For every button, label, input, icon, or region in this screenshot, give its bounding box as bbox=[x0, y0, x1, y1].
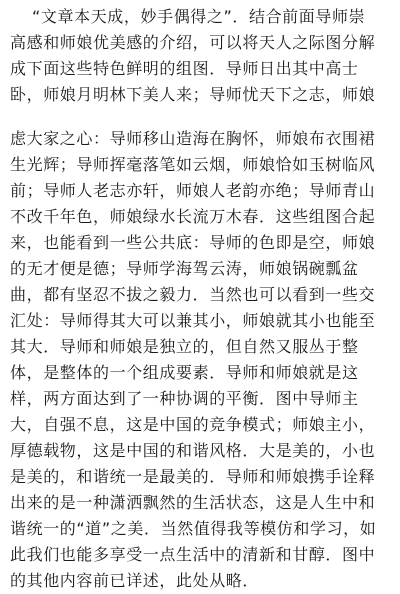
text-line: 的其他内容前已详述，此处从略． bbox=[10, 571, 260, 590]
text-line: 曲，都有坚忍不拔之毅力．当然也可以看到一些交 bbox=[10, 285, 376, 304]
text-line: 的无才便是德；导师学海驾云涛，师娘锅碗瓢盆 bbox=[10, 259, 359, 278]
text-line: 体，是整体的一个组成要素．导师和师娘就是这 bbox=[10, 363, 359, 382]
text-line: 生光辉；导师挥毫落笔如云烟，师娘恰如玉树临风 bbox=[10, 155, 376, 174]
text-line: 卧，师娘月明林下美人来；导师忧天下之志，师娘 bbox=[10, 85, 376, 104]
text-line: 虑大家之心：导师移山造海在胸怀，师娘布衣围裙 bbox=[10, 129, 376, 148]
text-line: 不改千年色，师娘绿水长流万木春．这些组图合起 bbox=[10, 207, 376, 226]
text-line: “文章本天成，妙手偶得之”．结合前面导师崇 bbox=[32, 7, 366, 26]
text-line: 成下面这些特色鲜明的组图．导师日出其中高士 bbox=[10, 59, 359, 78]
text-line: 来，也能看到一些公共底：导师的色即是空，师娘 bbox=[10, 233, 376, 252]
text-line: 谐统一的“道”之美．当然值得我等模仿和学习，如 bbox=[10, 519, 377, 538]
text-line: 大，自强不息，这是中国的竞争模式；师娘主小， bbox=[10, 415, 376, 434]
paragraph-top bbox=[10, 4, 394, 108]
text-line: 厚德载物，这是中国的和谐风格．大是美的，小也 bbox=[10, 441, 376, 460]
text-line: 其大．导师和师娘是独立的，但自然又服丛于整 bbox=[10, 337, 359, 356]
text-line: 样，两方面达到了一种协调的平衡．图中导师主 bbox=[10, 389, 359, 408]
text-line: 汇处：导师得其大可以兼其小，师娘就其小也能至 bbox=[10, 311, 376, 330]
text-line: 此我们也能多享受一点生活中的清新和甘醇．图中 bbox=[10, 545, 376, 564]
text-line: 出来的是一种潇洒飘然的生活状态，这是人生中和 bbox=[10, 493, 376, 512]
text-line: 前；导师人老志亦轩，师娘人老韵亦绝；导师青山 bbox=[10, 181, 376, 200]
paragraph-bottom bbox=[10, 126, 394, 594]
text-line: 是美的，和谐统一是最美的．导师和师娘携手诠释 bbox=[10, 467, 376, 486]
text-line: 高感和师娘优美感的介绍，可以将天人之际图分解 bbox=[10, 33, 376, 52]
